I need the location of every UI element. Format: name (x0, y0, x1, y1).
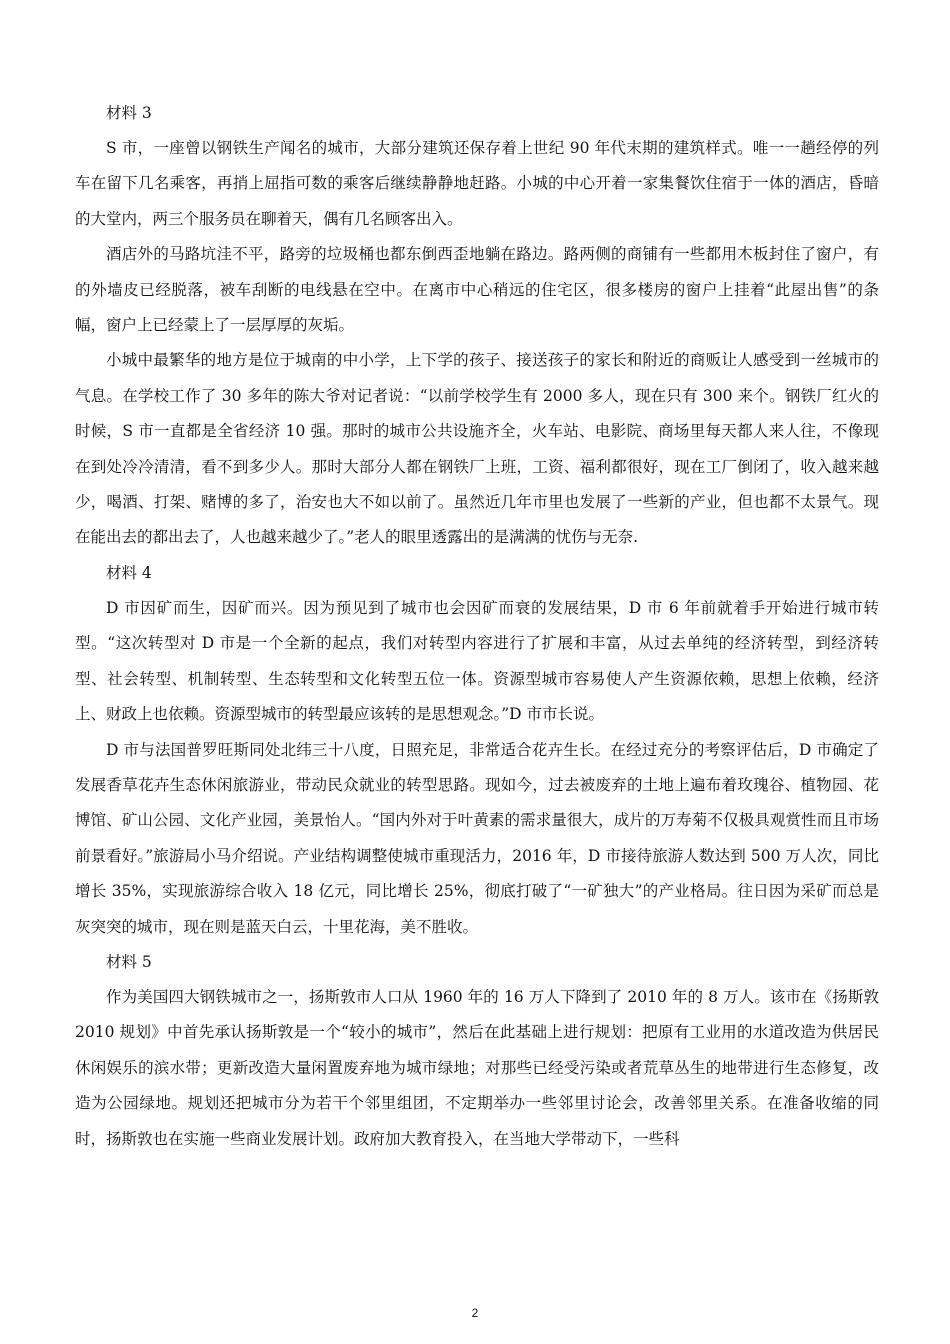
section-heading-material-5: 材料 5 (106, 952, 152, 971)
paragraph: S 市，一座曾以钢铁生产闻名的城市，大部分建筑还保存着上世纪 90 年代末期的建筑样式。唯一一趟经停的列车在留下几名乘客，再捎上屈指可数的乘客后继续静静地赶路。小城的中心开着一家集餐饮住宿于一体的酒店，昏暗的大堂内，两三个服务员在聊着天，偶有几名顾客出入。 (75, 139, 879, 228)
paragraph: 酒店外的马路坑洼不平，路旁的垃圾桶也都东倒西歪地躺在路边。路两侧的商铺有一些都用木板封住了窗户，有的外墙皮已经脱落，被车刮断的电线悬在空中。在离市中心稍远的住宅区，很多楼房的窗户上挂着“此屋出售”的条幅，窗户上已经蒙上了一层厚厚的灰垢。 (75, 245, 879, 335)
document-body (75, 96, 879, 1157)
paragraph: 作为美国四大钢铁城市之一，扬斯敦市人口从 1960 年的 16 万人下降到了 2010 年的 8 万人。该市在《扬斯敦 2010 规划》中首先承认扬斯敦是一个“较小的城市”，然后在此基础上进行规划：把原有工业用的水道改造为供居民休闲娱乐的滨水带；更新改造大量闲置废弃地为城市绿地；对那些已经受污染或者荒草丛生的地带进行生态修复，改造为公园绿地。规划还把城市分为若干个邻里组团，不定期举办一些邻里讨论会，改善邻里关系。在准备收缩的同时，扬斯敦也在实施一些商业发展计划。政府加大教育投入，在当地大学带动下，一些科 (75, 987, 879, 1148)
paragraph: 小城中最繁华的地方是位于城南的中小学，上下学的孩子、接送孩子的家长和附近的商贩让人感受到一丝城市的气息。在学校工作了 30 多年的陈大爷对记者说：“以前学校学生有 2000 多人，现在只有 300 来个。钢铁厂红火的时候，S 市一直都是全省经济 10 强。那时的城市公共设施齐全，火车站、电影院、商场里每天都人来人往，不像现在到处冷冷清清，看不到多少人。那时大部分人都在钢铁厂上班，工资、福利都很好，现在工厂倒闭了，收入越来越少，喝酒、打架、赌博的多了，治安也大不如以前了。虽然近几年市里也发展了一些新的产业，但也都不太景气。现在能出去的都出去了，人也越来越少了。”老人的眼里透露出的是满满的忧伤与无奈. (75, 351, 879, 547)
page-number: 2 (471, 1306, 479, 1320)
paragraph: D 市与法国普罗旺斯同处北纬三十八度，日照充足，非常适合花卉生长。在经过充分的考察评估后，D 市确定了发展香草花卉生态休闲旅游业，带动民众就业的转型思路。现如今，过去被废弃的土地上遍布着玫瑰谷、植物园、花博馆、矿山公园、文化产业园，美景怡人。“国内外对于叶黄素的需求量很大，成片的万寿菊不仅极具观赏性而且市场前景看好。”旅游局小马介绍说。产业结构调整使城市重现活力，2016 年，D 市接待旅游人数达到 500 万人次，同比增长 35%，实现旅游综合收入 18 亿元，同比增长 25%，彻底打破了“一矿独大”的产业格局。往日因为采矿而总是灰突突的城市，现在则是蓝天白云，十里花海，美不胜收。 (75, 740, 879, 936)
section-heading-material-3: 材料 3 (106, 104, 152, 122)
paragraph: D 市因矿而生，因矿而兴。因为预见到了城市也会因矿而衰的发展结果，D 市 6 年前就着手开始进行城市转型。“这次转型对 D 市是一个全新的起点，我们对转型内容进行了扩展和丰富，从过去单纯的经济转型，到经济转型、社会转型、机制转型、生态转型和文化转型五位一体。资源型城市容易使人产生资源依赖，思想上依赖，经济上、财政上也依赖。资源型城市的转型最应该转的是思想观念。”D 市市长说。 (75, 598, 879, 724)
section-heading-material-4: 材料 4 (106, 563, 152, 582)
